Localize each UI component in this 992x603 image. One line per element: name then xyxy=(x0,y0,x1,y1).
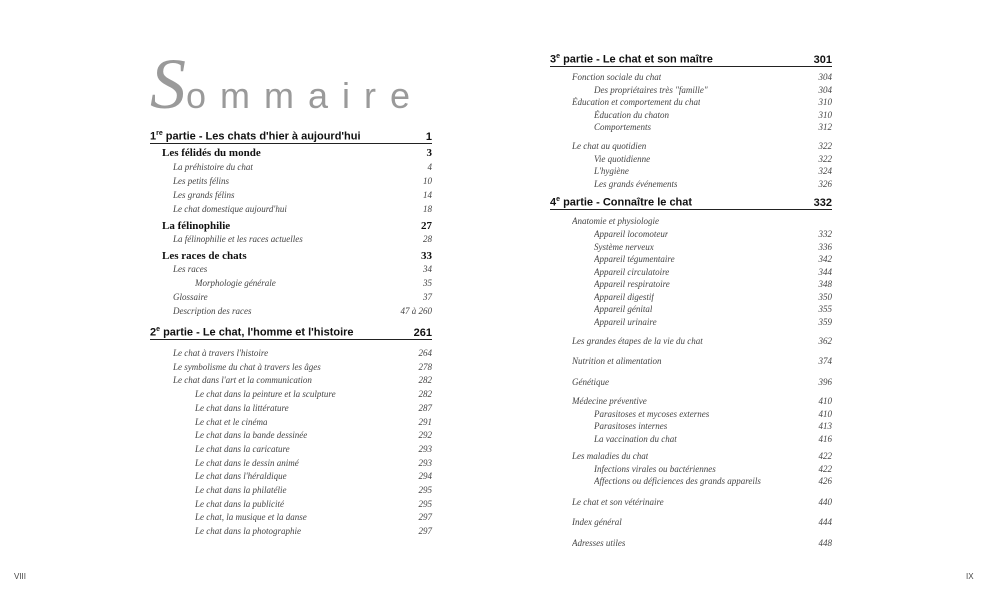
toc-page-number: 312 xyxy=(818,122,832,132)
toc-page-number: 444 xyxy=(818,517,832,527)
toc-item xyxy=(195,430,432,440)
toc-item-title: Les maladies du chat xyxy=(572,451,649,461)
toc-page-number: 278 xyxy=(418,361,432,372)
toc-item-title: Appareil génital xyxy=(594,304,653,314)
part-ordinal-suffix: e xyxy=(556,196,561,203)
toc-page-number: 295 xyxy=(418,485,432,495)
section-heading xyxy=(162,147,432,159)
toc-page-number: 282 xyxy=(418,389,432,400)
toc-item xyxy=(173,375,432,385)
toc-item-title: Les grands événements xyxy=(594,178,678,189)
toc-page-number: 35 xyxy=(423,278,432,288)
toc-item-title: Éducation du chaton xyxy=(594,109,669,120)
toc-page-number: 350 xyxy=(818,291,832,302)
toc-item-title: Comportements xyxy=(594,122,651,132)
toc-item xyxy=(572,216,832,226)
toc-item-title: Le chat domestique aujourd'hui xyxy=(173,204,287,214)
toc-page-number: 27 xyxy=(421,220,432,232)
toc-item-title: Le chat dans la publicité xyxy=(195,498,284,509)
toc-item xyxy=(594,179,832,189)
title-rest: ommaire xyxy=(186,75,425,116)
toc-page-number: 287 xyxy=(418,402,432,413)
toc-page-number: 295 xyxy=(418,498,432,509)
toc-item-title: Infections virales ou bactériennes xyxy=(594,463,716,474)
toc-item-title: La félinophilie et les races actuelles xyxy=(173,234,303,244)
toc-page-number: 324 xyxy=(818,166,832,176)
toc-item xyxy=(572,336,832,346)
left-page-number: VIII xyxy=(14,572,27,581)
toc-item xyxy=(572,97,832,107)
toc-page-number: 326 xyxy=(818,178,832,189)
toc-page-number: 355 xyxy=(818,304,832,314)
part-heading xyxy=(550,53,832,67)
toc-item xyxy=(173,162,432,172)
toc-item-title: Les grands félins xyxy=(173,190,235,200)
toc-item xyxy=(594,254,832,264)
toc-page-number: 426 xyxy=(818,476,832,486)
toc-page-number: 342 xyxy=(818,254,832,264)
toc-page-number: 3 xyxy=(426,147,432,159)
toc-item xyxy=(594,242,832,252)
toc-item xyxy=(594,317,832,327)
toc-page-number: 47 à 260 xyxy=(400,306,432,316)
toc-page-number: 294 xyxy=(418,471,432,482)
toc-page-number: 304 xyxy=(818,84,832,95)
toc-item xyxy=(594,464,832,474)
part-heading xyxy=(150,326,432,340)
toc-item xyxy=(572,72,832,82)
toc-page-number: 410 xyxy=(818,408,832,419)
toc-item xyxy=(594,434,832,444)
toc-item xyxy=(195,458,432,468)
toc-page-number: 448 xyxy=(818,538,832,548)
toc-item-title: La préhistoire du chat xyxy=(173,162,253,172)
toc-item-title: Le chat, la musique et la danse xyxy=(195,512,307,523)
toc-item xyxy=(594,229,832,239)
toc-page-number: 322 xyxy=(818,141,832,151)
toc-item-title: Le chat et le cinéma xyxy=(195,416,268,427)
toc-page-number: 359 xyxy=(818,316,832,327)
toc-item-title: Nutrition et alimentation xyxy=(572,356,662,366)
toc-page-number: 34 xyxy=(423,264,432,274)
toc-item-title: Les races xyxy=(173,264,208,274)
toc-item-title: Description des races xyxy=(173,306,252,316)
toc-page-number: 10 xyxy=(423,176,432,186)
toc-item xyxy=(594,292,832,302)
toc-page-number: 304 xyxy=(818,72,832,82)
toc-item-title: Glossaire xyxy=(173,292,208,302)
toc-item-title: Les petits félins xyxy=(173,176,229,186)
toc-item-title: Parasitoses internes xyxy=(594,421,668,431)
toc-item xyxy=(572,396,832,406)
toc-page-number: 282 xyxy=(418,375,432,386)
toc-page-number: 1 xyxy=(425,130,432,143)
toc-item-title: Éducation et comportement du chat xyxy=(572,97,701,107)
part-ordinal-suffix: e xyxy=(156,326,161,333)
toc-item-title: Le chat dans l'héraldique xyxy=(195,471,287,482)
toc-item xyxy=(173,362,432,372)
section-title: La félinophilie xyxy=(162,220,231,232)
toc-item-title: Le chat dans la philatélie xyxy=(195,485,287,495)
toc-item xyxy=(195,444,432,454)
toc-item xyxy=(195,403,432,413)
toc-item xyxy=(173,204,432,214)
toc-item-title: Adresses utiles xyxy=(572,538,626,548)
toc-item xyxy=(173,234,432,244)
toc-page-number: 410 xyxy=(818,396,832,406)
toc-item xyxy=(173,264,432,274)
section-heading xyxy=(162,220,432,232)
toc-item-title: Appareil tégumentaire xyxy=(594,254,675,264)
toc-page-number: 416 xyxy=(818,433,832,444)
toc-item xyxy=(594,166,832,176)
toc-item-title: Le chat dans le dessin animé xyxy=(195,457,299,468)
toc-item xyxy=(594,122,832,132)
toc-page-number: 440 xyxy=(818,497,832,507)
part-ordinal-suffix: re xyxy=(156,130,163,137)
toc-item-title: Vie quotidienne xyxy=(594,153,651,164)
toc-item-title: Le chat dans la photographie xyxy=(195,526,301,537)
toc-item xyxy=(594,409,832,419)
part-title: 1re partie - Les chats d'hier à aujourd'hui xyxy=(150,130,361,143)
part-ordinal-suffix: e xyxy=(556,53,561,60)
toc-item-title: Le symbolisme du chat à travers les âges xyxy=(173,361,321,372)
toc-page-number: 293 xyxy=(418,457,432,468)
toc-item xyxy=(195,471,432,481)
toc-page-number: 396 xyxy=(818,377,832,387)
toc-page-number: 301 xyxy=(813,53,832,66)
toc-item xyxy=(594,110,832,120)
part-title: 4e partie - Connaître le chat xyxy=(550,196,693,209)
right-page-number: IX xyxy=(966,572,974,581)
toc-item xyxy=(572,377,832,387)
toc-page-number: 291 xyxy=(418,416,432,427)
toc-page-number: 422 xyxy=(818,463,832,474)
toc-page-number: 28 xyxy=(423,234,432,244)
title-initial: S xyxy=(150,44,186,124)
toc-page-number: 322 xyxy=(818,153,832,164)
toc-item xyxy=(594,85,832,95)
toc-item xyxy=(572,538,832,548)
toc-item xyxy=(173,306,432,316)
toc-item-title: Génétique xyxy=(572,377,609,387)
toc-page-number: 374 xyxy=(818,356,832,366)
toc-item xyxy=(195,278,432,288)
section-heading xyxy=(162,250,432,262)
toc-page-number: 348 xyxy=(818,279,832,289)
toc-item-title: Des propriétaires très "famille" xyxy=(594,84,708,95)
toc-page-number: 344 xyxy=(818,266,832,277)
toc-item-title: Fonction sociale du chat xyxy=(572,72,662,82)
page-title xyxy=(150,44,440,124)
toc-item xyxy=(173,292,432,302)
toc-page-number: 264 xyxy=(418,348,432,358)
toc-item-title: Médecine préventive xyxy=(572,396,647,406)
toc-item-title: Système nerveux xyxy=(594,241,654,252)
toc-item-title: Le chat dans la caricature xyxy=(195,443,290,454)
toc-item xyxy=(594,304,832,314)
toc-page-number: 297 xyxy=(418,526,432,537)
toc-page-number: 362 xyxy=(818,336,832,346)
toc-item xyxy=(572,451,832,461)
toc-page-number: 332 xyxy=(813,196,832,209)
toc-item-title: Affections ou déficiences des grands appareils xyxy=(594,476,761,486)
toc-item-title: L'hygiène xyxy=(594,166,629,176)
toc-item-title: Le chat à travers l'histoire xyxy=(173,348,269,358)
toc-item xyxy=(594,279,832,289)
toc-page-number: 293 xyxy=(418,443,432,454)
toc-item-title: Le chat dans la littérature xyxy=(195,402,289,413)
toc-page-number: 292 xyxy=(418,430,432,441)
toc-item xyxy=(173,176,432,186)
section-title: Les félidés du monde xyxy=(162,147,261,159)
toc-item-title: Anatomie et physiologie xyxy=(572,216,659,226)
toc-item xyxy=(594,267,832,277)
toc-page-number: 310 xyxy=(818,109,832,120)
toc-item xyxy=(195,389,432,399)
toc-item-title: Le chat au quotidien xyxy=(572,141,647,151)
toc-item-title: Parasitoses et mycoses externes xyxy=(594,408,710,419)
toc-item xyxy=(594,476,832,486)
toc-item xyxy=(195,485,432,495)
toc-item xyxy=(572,517,832,527)
toc-page-number: 297 xyxy=(418,512,432,523)
toc-page-number: 261 xyxy=(413,326,432,339)
toc-item xyxy=(572,356,832,366)
toc-item xyxy=(594,154,832,164)
part-title: 2e partie - Le chat, l'homme et l'histoire xyxy=(150,326,354,339)
toc-page-number: 413 xyxy=(818,421,832,431)
part-heading xyxy=(550,196,832,210)
toc-item-title: Appareil digestif xyxy=(594,291,654,302)
toc-item-title: Index général xyxy=(572,517,622,527)
toc-item xyxy=(572,497,832,507)
toc-item-title: La vaccination du chat xyxy=(594,433,677,444)
toc-item-title: Appareil respiratoire xyxy=(594,279,670,289)
toc-page-number: 332 xyxy=(818,229,832,239)
toc-item xyxy=(195,417,432,427)
toc-page-number: 422 xyxy=(818,451,832,461)
toc-page-number: 14 xyxy=(423,190,432,200)
toc-page-number: 18 xyxy=(423,204,432,214)
toc-page-number: 310 xyxy=(818,97,832,107)
toc-item-title: Le chat dans l'art et la communication xyxy=(173,375,312,386)
toc-item xyxy=(173,348,432,358)
toc-item xyxy=(594,421,832,431)
toc-item xyxy=(195,526,432,536)
toc-page-number: 4 xyxy=(427,162,432,172)
toc-item xyxy=(195,512,432,522)
toc-item-title: Morphologie générale xyxy=(195,278,276,288)
part-title: 3e partie - Le chat et son maître xyxy=(550,53,713,66)
toc-page-number: 33 xyxy=(421,250,432,262)
toc-item-title: Appareil locomoteur xyxy=(594,229,669,239)
toc-item-title: Le chat dans la bande dessinée xyxy=(195,430,308,441)
toc-item xyxy=(195,499,432,509)
toc-item-title: Le chat dans la peinture et la sculpture xyxy=(195,389,336,400)
part-heading xyxy=(150,130,432,144)
section-title: Les races de chats xyxy=(162,250,247,262)
toc-item-title: Le chat et son vétérinaire xyxy=(572,497,664,507)
toc-page-number: 336 xyxy=(818,241,832,252)
toc-item xyxy=(173,190,432,200)
toc-item-title: Appareil circulatoire xyxy=(594,266,670,277)
toc-page-number: 37 xyxy=(423,292,432,302)
toc-item-title: Appareil urinaire xyxy=(594,316,657,327)
toc-item xyxy=(572,141,832,151)
toc-item-title: Les grandes étapes de la vie du chat xyxy=(572,336,703,346)
